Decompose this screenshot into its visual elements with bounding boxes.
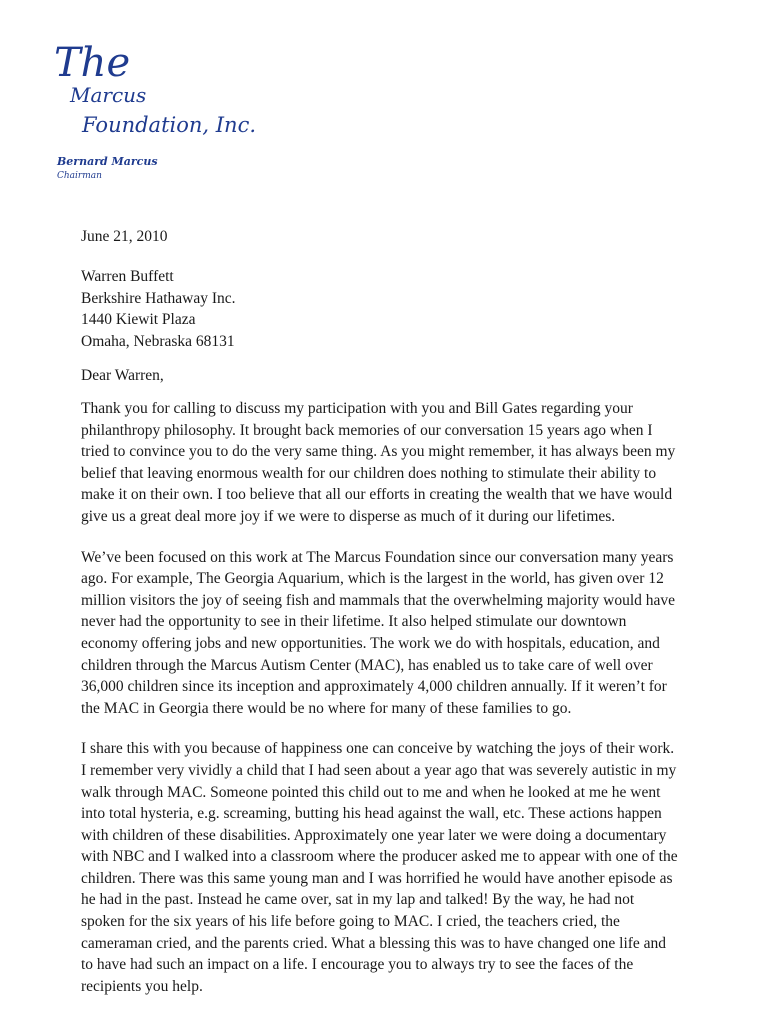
text-line: 36,000 children since its inception and approximately 4,000 children annually. If it weren’t for (81, 678, 667, 696)
address-line: Berkshire Hathaway Inc. (81, 289, 236, 307)
logo-line-foundation: Foundation, Inc. (82, 113, 257, 137)
address-line: Omaha, Nebraska 68131 (81, 332, 235, 350)
text-line: economy offering jobs and new opportunities. The work we do with hospitals, education, and (81, 634, 660, 652)
address-line: Warren Buffett (81, 268, 174, 285)
text-line: philanthropy philosophy. It brought back memories of our conversation 15 years ago when I (81, 421, 653, 439)
text-line: never had the opportunity to see in their lifetime. It also helped stimulate our downtown (81, 613, 627, 631)
text-line: recipients you help. (81, 977, 203, 995)
text-line: I remember very vividly a child that I had seen about a year ago that was severely autistic in my (81, 761, 677, 779)
text-line: tried to convince you to do the very same thing. As you might remember, it has always been my (81, 443, 676, 461)
text-line: make it on their own. I too believe that all our efforts in creating the wealth that we have would (81, 486, 673, 504)
chairman-title: Chairman (57, 171, 102, 181)
salutation: Dear Warren, (81, 367, 164, 384)
logo-line-marcus: Marcus (70, 83, 147, 107)
chairman-block (57, 155, 158, 181)
text-line: million visitors the joy of seeing fish and mammals that the overwhelming majority would have (81, 591, 676, 609)
text-line: give us a great deal more joy if we were to disperse as much of it during our lifetimes. (81, 507, 616, 525)
text-line: We’ve been focused on this work at The Marcus Foundation since our conversation many years (81, 548, 674, 566)
text-line: belief that leaving enormous wealth for our children does nothing to stimulate their ability to (81, 464, 657, 482)
recipient-address (81, 266, 236, 352)
text-line: into total hysteria, e.g. screaming, butting his head against the wall, etc. These actions happen (81, 805, 662, 823)
text-line: Thank you for calling to discuss my participation with you and Bill Gates regarding your (81, 400, 633, 417)
text-line: cameraman cried, and the parents cried. What a blessing this was to have changed one life and (81, 934, 667, 952)
text-line: he had in the past. Instead he came over, sat in my lap and talked! By the way, he had not (81, 891, 635, 909)
letter-body (81, 398, 721, 1016)
logo-line-the: The (54, 40, 131, 86)
text-line: to have had such an impact on a life. I encourage you to always try to see the faces of the (81, 956, 634, 974)
text-line: walk through MAC. Someone pointed this child out to me and when he looked at me he went (81, 783, 661, 801)
chairman-name: Bernard Marcus (57, 155, 158, 168)
foundation-logo (50, 36, 290, 146)
text-line: ago. For example, The Georgia Aquarium, which is the largest in the world, has given over 12 (81, 570, 664, 588)
text-line: I share this with you because of happiness one can conceive by watching the joys of their work. (81, 740, 675, 758)
text-line: with NBC and I walked into a classroom where the producer asked me to appear with one of the (81, 848, 678, 866)
text-line: the MAC in Georgia there would be no where for many of these families to go. (81, 699, 572, 717)
letter-date: June 21, 2010 (81, 228, 168, 245)
text-line: with children of these disabilities. Approximately one year later we were doing a documentary (81, 826, 667, 844)
paragraph-3 (81, 738, 721, 997)
text-line: children. There was this same young man and I was horrified he would have another episode as (81, 869, 673, 887)
paragraph-2 (81, 547, 721, 720)
text-line: spoken for the six years of his life before going to MAC. I cried, the teachers cried, the (81, 913, 620, 931)
text-line: children through the Marcus Autism Center (MAC), has enabled us to take care of well over (81, 656, 653, 674)
address-line: 1440 Kiewit Plaza (81, 311, 196, 328)
paragraph-1 (81, 398, 721, 528)
